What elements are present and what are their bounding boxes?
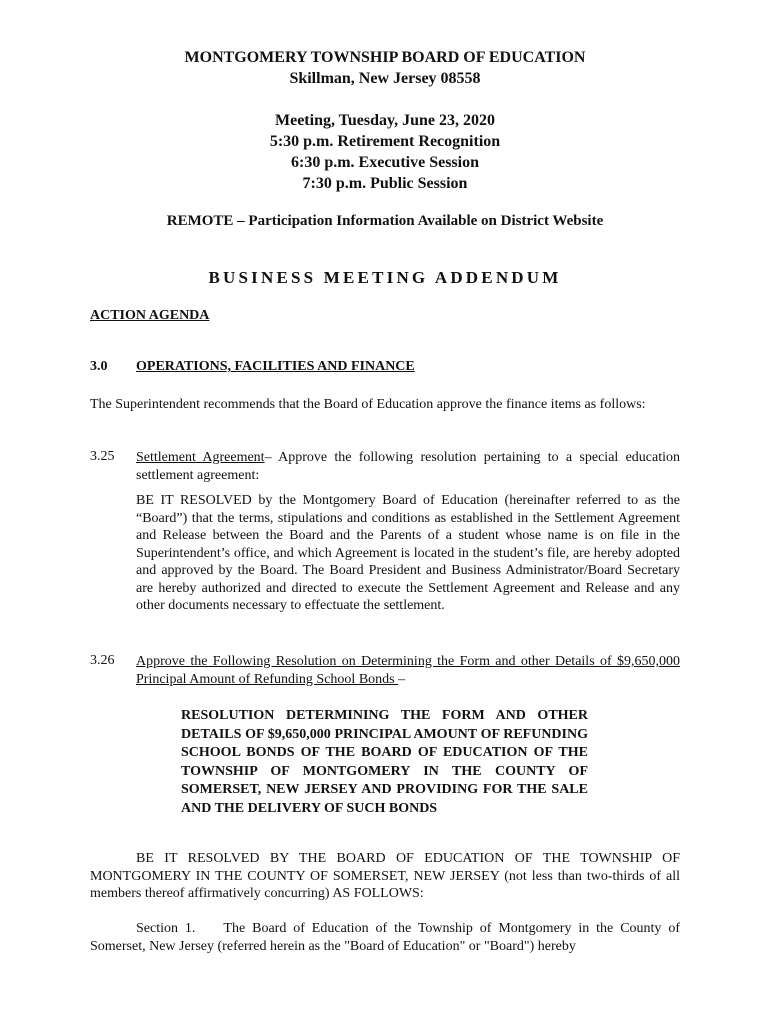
item-lead: –	[398, 671, 406, 687]
schedule-item: 7:30 p.m. Public Session	[302, 175, 468, 192]
section-number: 3.0	[90, 359, 108, 374]
section-1-paragraph	[90, 920, 680, 955]
section-intro: The Superintendent recommends that the Board of Education approve the finance items as follows:	[90, 397, 646, 412]
schedule-item: 5:30 p.m. Retirement Recognition	[269, 133, 501, 150]
meeting-info	[0, 110, 770, 194]
document-header	[0, 47, 770, 89]
settlement-resolution-body: BE IT RESOLVED by the Montgomery Board of Education (hereinafter referred to as the “Board”) that the terms, stipulations and conditions as established in the Settlement Agreement and Release between the Board and the Parents of a student whose name is on file in the Superintendent’s office, and which Agreement is located in the student’s file, are hereby adopted and approved by the Board. The Board President and Business Administrator/Board Secretary are hereby authorized and directed to execute the Settlement Agreement and Release and any other documents necessary to effectuate the settlement.	[136, 493, 680, 613]
schedule-item: 6:30 p.m. Executive Session	[291, 154, 479, 171]
section-1-label: Section 1.	[136, 921, 196, 936]
section-1-text: The Board of Education of the Township of Montgomery in the County of Somerset, New Jersey (referred herein as the "Board of Education" or "Board") hereby	[90, 921, 680, 954]
item-lead-paragraph	[136, 449, 680, 484]
bond-resolved-clause: BE IT RESOLVED BY THE BOARD OF EDUCATION OF THE TOWNSHIP OF MONTGOMERY IN THE COUNTY OF SOMERSET, NEW JERSEY (not less than two-thirds of all members thereof affirmatively concurring) AS FOLLOWS:	[90, 851, 680, 901]
addendum-title: BUSINESS MEETING ADDENDUM	[208, 268, 562, 287]
item-title: Settlement Agreement	[136, 450, 265, 465]
meeting-date: Meeting, Tuesday, June 23, 2020	[274, 112, 496, 129]
item-title: Approve the Following Resolution on Determining the Form and other Details of $9,650,000 Principal Amount of Refunding School Bonds	[136, 654, 680, 687]
section-title: OPERATIONS, FACILITIES AND FINANCE	[136, 359, 415, 374]
item-number: 3.25	[90, 449, 115, 464]
item-number: 3.26	[90, 653, 115, 668]
action-agenda-heading: ACTION AGENDA	[90, 308, 210, 323]
org-location: Skillman, New Jersey 08558	[289, 70, 481, 87]
org-name: MONTGOMERY TOWNSHIP BOARD OF EDUCATION	[184, 49, 586, 66]
item-lead-paragraph	[136, 653, 680, 688]
bond-resolution-title: RESOLUTION DETERMINING THE FORM AND OTHER DETAILS OF $9,650,000 PRINCIPAL AMOUNT OF REFUNDING SCHOOL BONDS OF THE BOARD OF EDUCATION OF THE TOWNSHIP OF MONTGOMERY IN THE COUNTY OF SOMERSET, NEW JERSEY AND PROVIDING FOR THE SALE AND THE DELIVERY OF SUCH BONDS	[181, 708, 588, 816]
item-lead: – Approve the following resolution pertaining to a special education settlement agreement:	[136, 450, 680, 483]
remote-notice: REMOTE – Participation Information Available on District Website	[166, 213, 604, 229]
